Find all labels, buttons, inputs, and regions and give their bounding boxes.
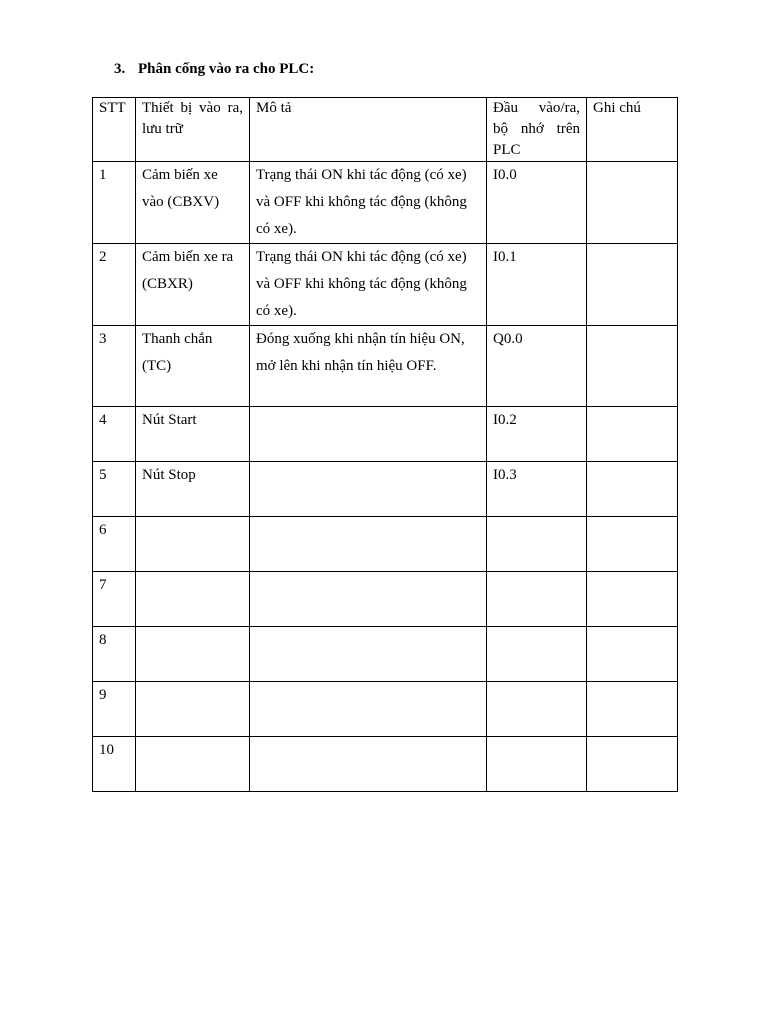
cell-description	[250, 462, 487, 517]
table-row	[93, 162, 678, 244]
section-number: 3.	[114, 61, 126, 77]
cell-stt: 5	[93, 462, 136, 517]
header-io: Đầu vào/ra, bộ nhớ trên PLC	[487, 98, 587, 162]
cell-io	[487, 572, 587, 627]
header-description: Mô tả	[250, 98, 487, 162]
table-row	[93, 462, 678, 517]
cell-description	[250, 407, 487, 462]
cell-device: Thanh chắn (TC)	[136, 326, 250, 407]
cell-note	[587, 737, 678, 792]
cell-io	[487, 737, 587, 792]
cell-device	[136, 572, 250, 627]
table-row	[93, 737, 678, 792]
cell-description	[250, 682, 487, 737]
cell-description: Trạng thái ON khi tác động (có xe) và OFF khi không tác động (không có xe).	[250, 244, 487, 326]
cell-stt: 9	[93, 682, 136, 737]
table-row	[93, 407, 678, 462]
cell-stt: 10	[93, 737, 136, 792]
section-title: Phân cống vào ra cho PLC:	[138, 61, 315, 77]
cell-io: I0.2	[487, 407, 587, 462]
cell-device: Cảm biến xe ra (CBXR)	[136, 244, 250, 326]
cell-description	[250, 572, 487, 627]
cell-description	[250, 517, 487, 572]
cell-description	[250, 627, 487, 682]
cell-note	[587, 244, 678, 326]
table-row	[93, 627, 678, 682]
cell-note	[587, 462, 678, 517]
table-row	[93, 244, 678, 326]
cell-stt: 8	[93, 627, 136, 682]
cell-stt: 4	[93, 407, 136, 462]
cell-stt: 1	[93, 162, 136, 244]
header-stt: STT	[93, 98, 136, 162]
cell-io	[487, 682, 587, 737]
cell-device: Nút Stop	[136, 462, 250, 517]
cell-note	[587, 407, 678, 462]
cell-stt: 3	[93, 326, 136, 407]
cell-note	[587, 517, 678, 572]
cell-device	[136, 737, 250, 792]
cell-note	[587, 326, 678, 407]
cell-stt: 7	[93, 572, 136, 627]
cell-io: I0.1	[487, 244, 587, 326]
header-note: Ghi chú	[587, 98, 678, 162]
header-device: Thiết bị vào ra, lưu trữ	[136, 98, 250, 162]
cell-device: Nút Start	[136, 407, 250, 462]
table-header-row	[93, 98, 678, 162]
cell-note	[587, 572, 678, 627]
cell-note	[587, 162, 678, 244]
cell-note	[587, 682, 678, 737]
io-assignment-table	[92, 97, 678, 792]
cell-description	[250, 737, 487, 792]
table-row	[93, 682, 678, 737]
cell-io: Q0.0	[487, 326, 587, 407]
table-row	[93, 326, 678, 407]
section-heading	[114, 59, 314, 79]
cell-io	[487, 517, 587, 572]
table-row	[93, 517, 678, 572]
cell-description: Đóng xuống khi nhận tín hiệu ON, mở lên khi nhận tín hiệu OFF.	[250, 326, 487, 407]
cell-description: Trạng thái ON khi tác động (có xe) và OFF khi không tác động (không có xe).	[250, 162, 487, 244]
cell-io	[487, 627, 587, 682]
cell-stt: 6	[93, 517, 136, 572]
cell-device	[136, 517, 250, 572]
cell-note	[587, 627, 678, 682]
cell-io: I0.0	[487, 162, 587, 244]
table-row	[93, 572, 678, 627]
cell-io: I0.3	[487, 462, 587, 517]
cell-stt: 2	[93, 244, 136, 326]
cell-device: Cảm biến xe vào (CBXV)	[136, 162, 250, 244]
cell-device	[136, 682, 250, 737]
cell-device	[136, 627, 250, 682]
